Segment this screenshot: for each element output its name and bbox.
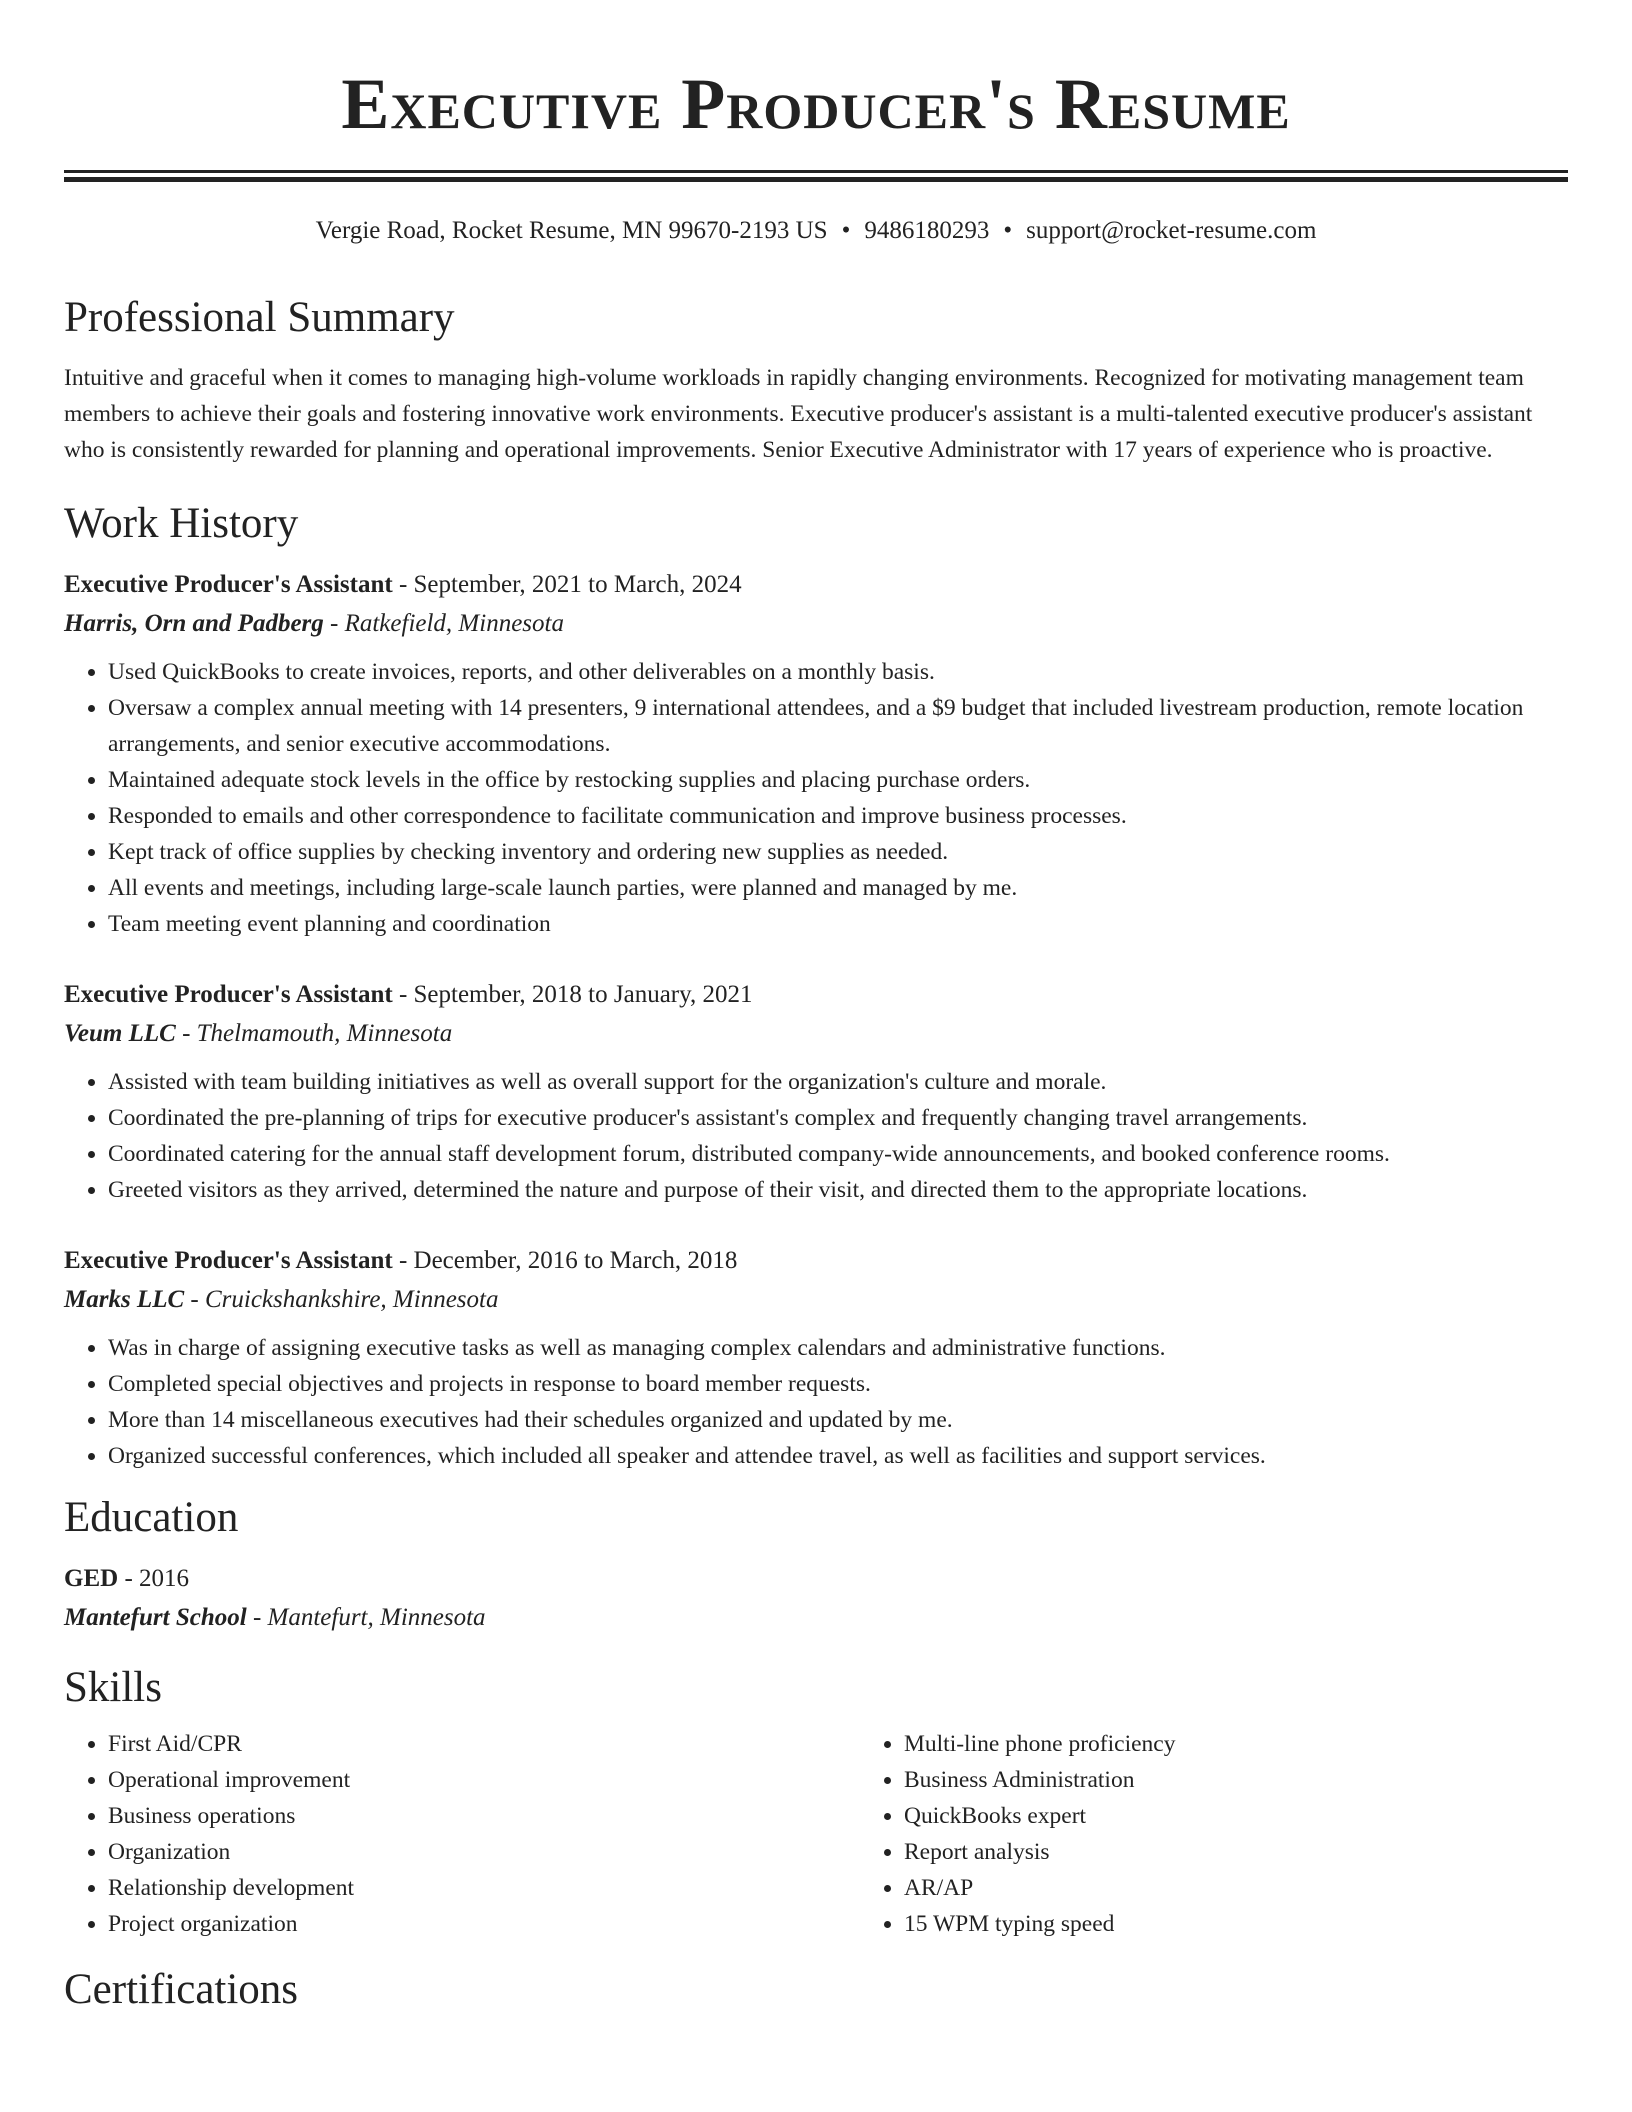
skills-heading: Skills	[64, 1664, 162, 1711]
job-duty: • Maintained adequate stock levels in the office by restocking supplies and placing purchase orders.	[108, 762, 1568, 798]
school-location: - Mantefurt, Minnesota	[246, 1604, 486, 1631]
education-entry	[64, 1560, 1568, 1638]
job-entry	[64, 1242, 1568, 1474]
job-title: Executive Producer's Assistant	[64, 981, 393, 1008]
skills-columns	[64, 1726, 1568, 1942]
job-duty: • Completed special objectives and projects in response to board member requests.	[108, 1366, 1568, 1402]
job-duty: • Kept track of office supplies by checking inventory and ordering new supplies as needed.	[108, 834, 1568, 870]
job-entry	[64, 566, 1568, 942]
skills-column-right	[860, 1726, 1632, 1942]
education-section	[64, 1490, 1568, 1638]
skill-item: • 15 WPM typing speed	[904, 1906, 1632, 1942]
employer-line	[64, 1280, 1568, 1320]
employer-location: - Cruickshankshire, Minnesota	[184, 1286, 499, 1313]
skill-item: • Business Administration	[904, 1762, 1632, 1798]
work-history-heading: Work History	[64, 500, 299, 547]
school-name: Mantefurt School	[64, 1604, 247, 1631]
employer-location: - Thelmamouth, Minnesota	[175, 1020, 453, 1047]
skill-item: • QuickBooks expert	[904, 1798, 1632, 1834]
skill-item: • Relationship development	[108, 1870, 860, 1906]
employer-line	[64, 1014, 1568, 1054]
job-title: Executive Producer's Assistant	[64, 1247, 393, 1274]
employer-line	[64, 604, 1568, 644]
degree-line	[64, 1560, 1568, 1598]
education-heading: Education	[64, 1494, 239, 1541]
contact-separator: •	[1003, 217, 1013, 244]
work-history-section	[64, 496, 1568, 1474]
contact-address: Vergie Road, Rocket Resume, MN 99670-2193 US	[315, 217, 828, 244]
employer-name: Marks LLC	[64, 1286, 185, 1313]
degree-year: - 2016	[118, 1565, 190, 1592]
job-title-line	[64, 566, 1568, 604]
skill-item: • Report analysis	[904, 1834, 1632, 1870]
summary-section	[64, 290, 1568, 468]
skill-item: • Organization	[108, 1834, 860, 1870]
degree-name: GED	[64, 1565, 119, 1592]
skills-section	[64, 1660, 1568, 1942]
job-duty: • Team meeting event planning and coordination	[108, 906, 1568, 942]
skill-item: • Project organization	[108, 1906, 860, 1942]
title-divider	[64, 170, 1568, 182]
certifications-section	[64, 1962, 1568, 2018]
job-duty: • Coordinated the pre-planning of trips for executive producer's assistant's complex and frequently changing travel arrangements.	[108, 1100, 1568, 1136]
job-duty: • Greeted visitors as they arrived, determined the nature and purpose of their visit, and directed them to the appropriate locations.	[108, 1172, 1568, 1208]
job-dates: - September, 2018 to January, 2021	[392, 981, 753, 1008]
job-duty: • Used QuickBooks to create invoices, reports, and other deliverables on a monthly basis.	[108, 654, 1568, 690]
summary-heading: Professional Summary	[64, 294, 455, 341]
skill-item: • AR/AP	[904, 1870, 1632, 1906]
contact-line	[64, 214, 1568, 248]
contact-email: support@rocket-resume.com	[1026, 217, 1317, 244]
job-title-line	[64, 1242, 1568, 1280]
skill-item: • First Aid/CPR	[108, 1726, 860, 1762]
job-duties	[64, 1064, 1568, 1208]
contact-separator: •	[841, 217, 851, 244]
job-duty: • All events and meetings, including large-scale launch parties, were planned and managed by me.	[108, 870, 1568, 906]
job-duties	[64, 1330, 1568, 1474]
job-dates: - December, 2016 to March, 2018	[392, 1247, 738, 1274]
certifications-heading: Certifications	[64, 1966, 299, 2013]
job-title: Executive Producer's Assistant	[64, 571, 393, 598]
employer-name: Veum LLC	[64, 1020, 176, 1047]
job-dates: - September, 2021 to March, 2024	[392, 571, 742, 598]
skill-item: • Business operations	[108, 1798, 860, 1834]
job-title-line	[64, 976, 1568, 1014]
employer-location: - Ratkefield, Minnesota	[323, 610, 564, 637]
job-duty: • More than 14 miscellaneous executives had their schedules organized and updated by me.	[108, 1402, 1568, 1438]
job-duty: • Organized successful conferences, which included all speaker and attendee travel, as well as facilities and support services.	[108, 1438, 1568, 1474]
employer-name: Harris, Orn and Padberg	[64, 610, 324, 637]
job-duty: • Oversaw a complex annual meeting with 14 presenters, 9 international attendees, and a $9 budget that included livestream production, remote location arrangements, and senior executive accommodations.	[108, 690, 1568, 762]
job-duty: • Coordinated catering for the annual staff development forum, distributed company-wide announcements, and booked conference rooms.	[108, 1136, 1568, 1172]
job-duty: • Assisted with team building initiatives as well as overall support for the organization's culture and morale.	[108, 1064, 1568, 1100]
contact-phone: 9486180293	[864, 217, 990, 244]
school-line	[64, 1598, 1568, 1638]
job-duty: • Responded to emails and other correspondence to facilitate communication and improve business processes.	[108, 798, 1568, 834]
job-duty: • Was in charge of assigning executive tasks as well as managing complex calendars and administrative functions.	[108, 1330, 1568, 1366]
resume-title: Executive Producer's Resume	[341, 64, 1291, 144]
skill-item: • Multi-line phone proficiency	[904, 1726, 1632, 1762]
skills-column-left	[64, 1726, 860, 1942]
skill-item: • Operational improvement	[108, 1762, 860, 1798]
job-duties	[64, 654, 1568, 942]
job-entry	[64, 976, 1568, 1208]
summary-text: Intuitive and graceful when it comes to managing high-volume workloads in rapidly changing environments. Recognized for motivating management team members to achieve their goals and fostering innovative work environments. Executive producer's assistant is a multi-talented executive producer's assistant who is consistently rewarded for planning and operational improvements. Senior Executive Administrator with 17 years of experience who is proactive.	[64, 365, 1533, 463]
